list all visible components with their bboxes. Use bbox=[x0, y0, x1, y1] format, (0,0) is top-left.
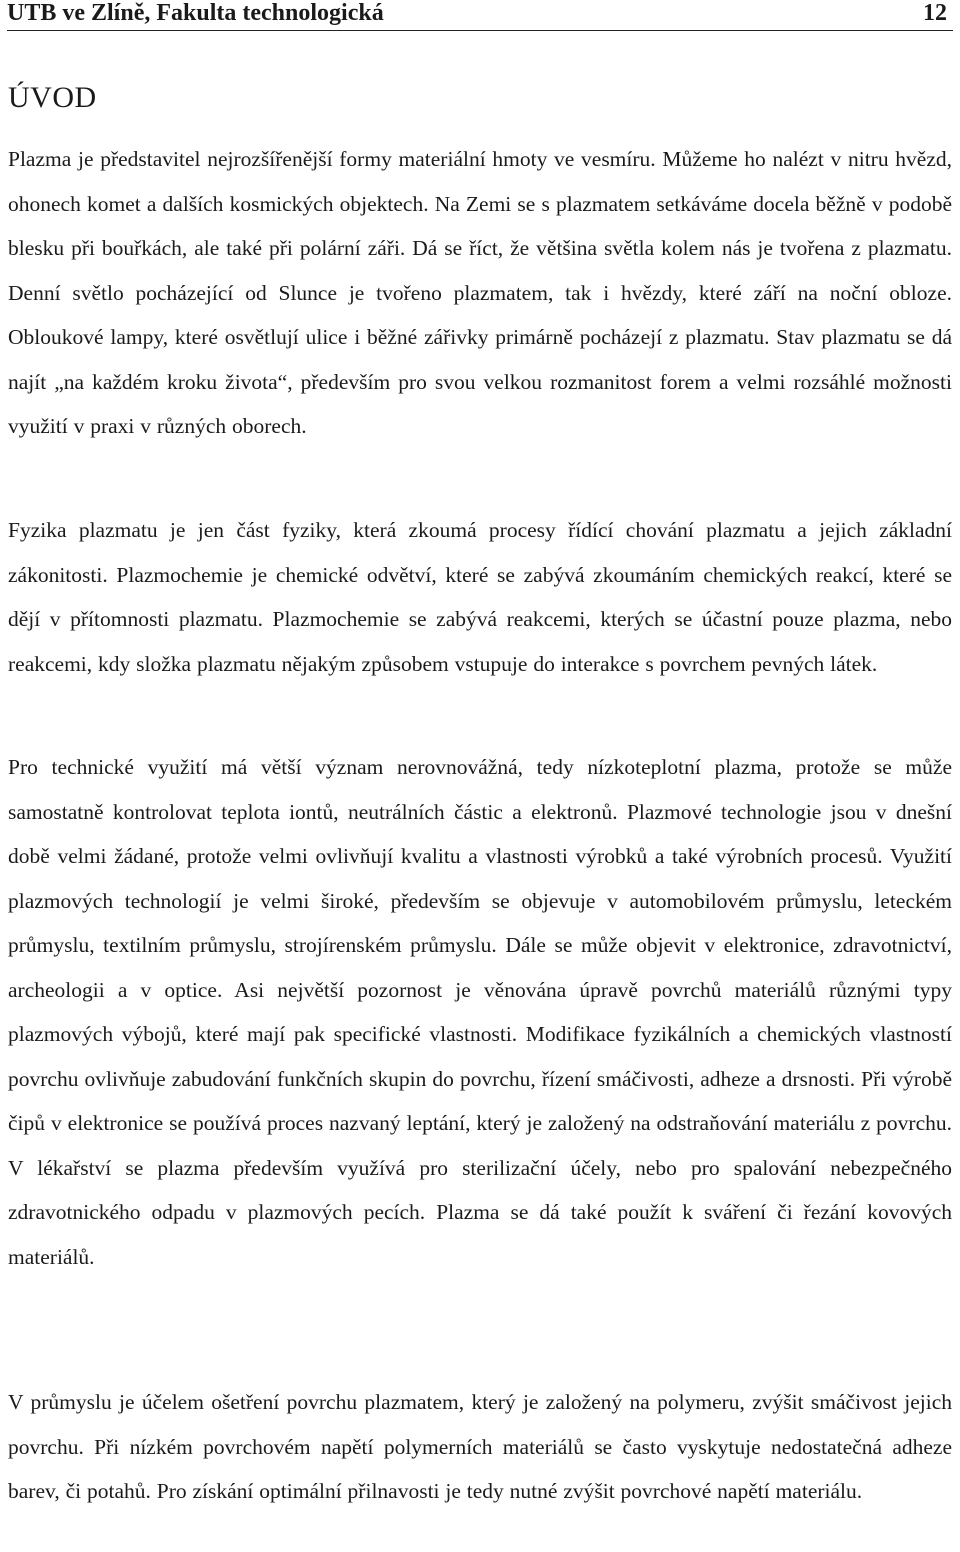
paragraph: Fyzika plazmatu je jen část fyziky, která zkoumá procesy řídící chování plazmatu a jejich základní zákonitosti. Plazmochemie je chemické odvětví, které se zabývá zkoumáním chemických reakcí, které se dějí v přítomnosti plazmatu. Plazmochemie se zabývá reakcemi, kterých se účastní pouze plazma, nebo reakcemi, kdy složka plazmatu nějakým způsobem vstupuje do interakce s povrchem pevných látek. bbox=[8, 518, 952, 676]
page-number: 12 bbox=[923, 0, 947, 26]
paragraph: V průmyslu je účelem ošetření povrchu plazmatem, který je založený na polymeru, zvýšit smáčivost jejich povrchu. Při nízkém povrchovém napětí polymerních materiálů se často vyskytuje nedostatečná adheze barev, či potahů. Pro získání optimální přilnavosti je tedy nutné zvýšit povrchové napětí materiálu. bbox=[8, 1390, 952, 1503]
paragraph: Pro technické využití má větší význam nerovnovážná, tedy nízkoteplotní plazma, protože se může samostatně kontrolovat teplota iontů, neutrálních částic a elektronů. Plazmové technologie jsou v dnešní době velmi žádané, protože velmi ovlivňují kvalitu a vlastnosti výrobků a také výrobních procesů. Využití plazmových technologií je velmi široké, především se objevuje v automobilovém průmyslu, leteckém průmyslu, textilním průmyslu, strojírenském průmyslu. Dále se může objevit v elektronice, zdravotnictví, archeologii a v optice. Asi největší pozornost je věnována úpravě povrchů materiálů různými typy plazmových výbojů, které mají pak specifické vlastnosti. Modifikace fyzikálních a chemických vlastností povrchu ovlivňuje zabudování funkčních skupin do povrchu, řízení smáčivosti, adheze a drsnosti. Při výrobě čipů v elektronice se používá proces nazvaný leptání, který je založený na odstraňování materiálu z povrchu. V lékařství se plazma především využívá pro sterilizační účely, nebo pro spalování nebezpečného zdravotnického odpadu v plazmových pecích. Plazma se dá také použít k sváření či řezání kovových materiálů. bbox=[8, 755, 952, 1269]
paragraph: Plazma je představitel nejrozšířenější formy materiální hmoty ve vesmíru. Můžeme ho nalézt v nitru hvězd, ohonech komet a dalších kosmických objektech. Na Zemi se s plazmatem setkáváme docela běžně v podobě blesku při bouřkách, ale také při polární záři. Dá se říct, že většina světla kolem nás je tvořena z plazmatu. Denní světlo pocházející od Slunce je tvořeno plazmatem, tak i hvězdy, které září na noční obloze. Obloukové lampy, které osvětlují ulice i běžné zářivky primárně pocházejí z plazmatu. Stav plazmatu se dá najít „na každém kroku života“, především pro svou velkou rozmanitost forem a velmi rozsáhlé možnosti využití v praxi v různých oborech. bbox=[8, 147, 952, 438]
section-heading: ÚVOD bbox=[8, 81, 97, 114]
page-header bbox=[7, 0, 953, 31]
header-title: UTB ve Zlíně, Fakulta technologická bbox=[7, 0, 384, 26]
